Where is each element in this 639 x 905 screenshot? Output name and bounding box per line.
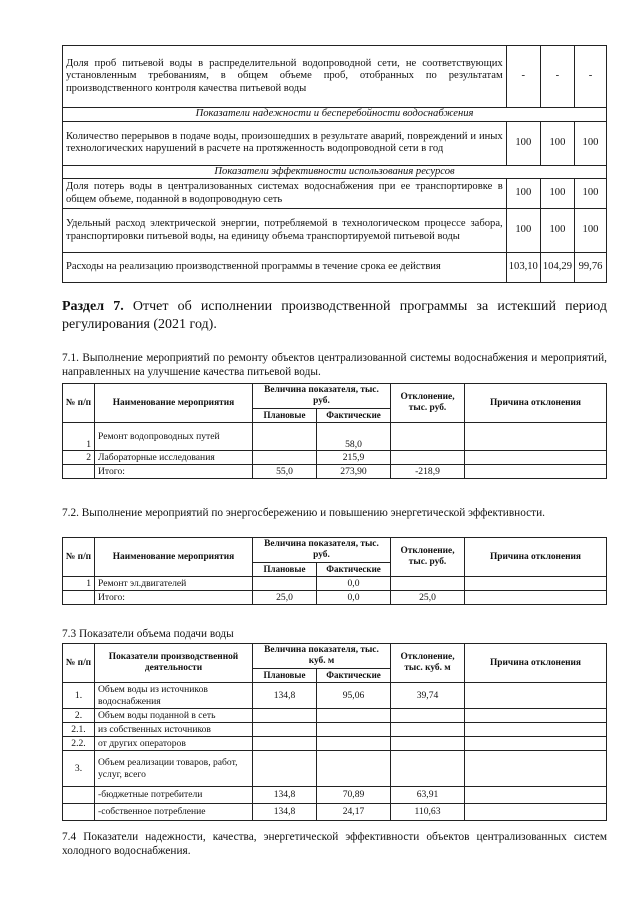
row-fact (317, 751, 391, 787)
row-num: 1 (63, 423, 95, 451)
table-header-row (63, 384, 607, 409)
section-title: Показатели надежности и бесперебойности водоснабжения (63, 108, 607, 122)
table-header-row (63, 538, 607, 563)
row-plan (253, 751, 317, 787)
col-plan-header: Плановые (253, 669, 317, 683)
row-plan (253, 723, 317, 737)
table-header-row (63, 644, 607, 669)
energy-measures-table (62, 537, 607, 605)
col-name-header: Показатели производственной деятельности (95, 644, 253, 683)
col-deviation-header: Отклонение, тыс. руб. (391, 384, 465, 423)
section-7-label: Раздел 7. (62, 299, 124, 314)
row-fact (317, 737, 391, 751)
row-fact: 24,17 (317, 804, 391, 821)
row-reason (465, 723, 607, 737)
row-deviation (391, 709, 465, 723)
row-reason (465, 423, 607, 451)
col-num-header: № п/п (63, 644, 95, 683)
section-7-text: Отчет об исполнении производственной программы за истекший период регулирования (2021 год). (62, 299, 608, 332)
section-7-heading (62, 298, 607, 334)
table-row (63, 787, 607, 804)
row-num (63, 591, 95, 605)
section-title: Показатели эффективности использования ресурсов (63, 165, 607, 179)
col-deviation-header: Отклонение, тыс. руб. (391, 538, 465, 577)
col-plan-header: Плановые (253, 563, 317, 577)
col-reason-header: Причина отклонения (465, 384, 607, 423)
row-num: 2. (63, 709, 95, 723)
section-row (63, 165, 607, 179)
row-fact: 0,0 (317, 577, 391, 591)
col-reason-header: Причина отклонения (465, 538, 607, 577)
table-row (63, 253, 607, 283)
row-fact: 215,9 (317, 451, 391, 465)
indicator-value: 100 (506, 121, 540, 165)
row-fact: 95,06 (317, 683, 391, 709)
col-fact-header: Фактические (317, 669, 391, 683)
row-num: 2.2. (63, 737, 95, 751)
subsection-7-1-heading: 7.1. Выполнение мероприятий по ремонту объектов централизованной системы водоснабжения и мероприятий, направленных на улучшение качества питьевой воды. (62, 352, 607, 378)
indicator-text: Доля проб питьевой воды в распределительной водопроводной сети, не соответствующих установленным требованиям, в общем объеме проб, отобранных по результатам производственного контроля качества питьевой воды (63, 46, 507, 108)
col-reason-header: Причина отклонения (465, 644, 607, 683)
row-deviation (391, 723, 465, 737)
indicator-value: 100 (575, 179, 607, 209)
row-plan: 134,8 (253, 787, 317, 804)
table-row (63, 737, 607, 751)
col-fact-header: Фактические (317, 409, 391, 423)
indicator-value: 100 (540, 121, 574, 165)
table-total-row (63, 465, 607, 479)
subsection-7-2-heading: 7.2. Выполнение мероприятий по энергосбережению и повышению энергетической эффективности. (62, 507, 545, 519)
table-row (63, 751, 607, 787)
row-deviation: 110,63 (391, 804, 465, 821)
row-deviation: 25,0 (391, 591, 465, 605)
row-name: Ремонт водопроводных путей (95, 423, 253, 451)
row-plan: 55,0 (253, 465, 317, 479)
col-name-header: Наименование мероприятия (95, 538, 253, 577)
row-num: 2 (63, 451, 95, 465)
indicator-value: 100 (540, 179, 574, 209)
row-reason (465, 577, 607, 591)
row-num (63, 804, 95, 821)
indicator-text: Количество перерывов в подаче воды, произошедших в результате аварий, повреждений и иных технологических нарушений в расчете на протяженность водопроводной сети в год (63, 121, 507, 165)
table-row (63, 423, 607, 451)
row-reason (465, 737, 607, 751)
row-deviation (391, 737, 465, 751)
col-plan-header: Плановые (253, 409, 317, 423)
col-deviation-header: Отклонение, тыс. куб. м (391, 644, 465, 683)
col-num-header: № п/п (63, 384, 95, 423)
subsection-7-4-heading: 7.4 Показатели надежности, качества, энергетической эффективности объектов централизованных систем холодного водоснабжения. (62, 831, 607, 857)
indicator-value: 100 (506, 209, 540, 253)
row-reason (465, 709, 607, 723)
table-row (63, 209, 607, 253)
row-name: Объем воды из источников водоснабжения (95, 683, 253, 709)
row-plan: 134,8 (253, 683, 317, 709)
row-name: Итого: (95, 465, 253, 479)
row-plan (253, 709, 317, 723)
row-fact: 273,90 (317, 465, 391, 479)
indicator-text: Расходы на реализацию производственной программы в течение срока ее действия (63, 253, 507, 283)
row-reason (465, 451, 607, 465)
table-row (63, 709, 607, 723)
row-fact (317, 709, 391, 723)
row-fact (317, 723, 391, 737)
table-row (63, 804, 607, 821)
row-name: от других операторов (95, 737, 253, 751)
indicator-value: 103,10 (506, 253, 540, 283)
table-row (63, 179, 607, 209)
table-row (63, 46, 607, 108)
indicator-value: - (540, 46, 574, 108)
indicator-value: 100 (540, 209, 574, 253)
row-name: Объем воды поданной в сеть (95, 709, 253, 723)
table-row (63, 577, 607, 591)
row-name: из собственных источников (95, 723, 253, 737)
indicator-value: 100 (575, 121, 607, 165)
row-plan: 25,0 (253, 591, 317, 605)
col-fact-header: Фактические (317, 563, 391, 577)
row-fact: 0,0 (317, 591, 391, 605)
repair-measures-table (62, 383, 607, 479)
row-deviation: 39,74 (391, 683, 465, 709)
row-reason (465, 787, 607, 804)
row-deviation (391, 751, 465, 787)
row-num: 2.1. (63, 723, 95, 737)
row-name: -собственное потребление (95, 804, 253, 821)
indicator-value: 100 (506, 179, 540, 209)
row-reason (465, 804, 607, 821)
indicator-value: 99,76 (575, 253, 607, 283)
row-plan (253, 451, 317, 465)
table-row (63, 451, 607, 465)
row-plan (253, 577, 317, 591)
col-value-header: Величина показателя, тыс. руб. (253, 384, 391, 409)
table-row (63, 723, 607, 737)
indicator-value: - (575, 46, 607, 108)
row-fact: 70,89 (317, 787, 391, 804)
indicator-value: 104,29 (540, 253, 574, 283)
row-reason (465, 683, 607, 709)
table-row (63, 683, 607, 709)
row-num (63, 465, 95, 479)
row-plan (253, 737, 317, 751)
col-num-header: № п/п (63, 538, 95, 577)
indicator-text: Удельный расход электрической энергии, потребляемой в технологическом процессе забора, транспортировки питьевой воды, на единицу объема транспортируемой питьевой воды (63, 209, 507, 253)
table-row (63, 121, 607, 165)
row-name: Итого: (95, 591, 253, 605)
col-value-header: Величина показателя, тыс. куб. м (253, 644, 391, 669)
row-name: Лабораторные исследования (95, 451, 253, 465)
row-plan: 134,8 (253, 804, 317, 821)
row-deviation: -218,9 (391, 465, 465, 479)
indicator-value: - (506, 46, 540, 108)
row-name: Ремонт эл.двигателей (95, 577, 253, 591)
row-name: Объем реализации товаров, работ, услуг, всего (95, 751, 253, 787)
row-name: -бюджетные потребители (95, 787, 253, 804)
section-row (63, 108, 607, 122)
subsection-7-3-heading: 7.3 Показатели объема подачи воды (62, 628, 234, 640)
indicator-value: 100 (575, 209, 607, 253)
water-supply-volume-table (62, 643, 607, 821)
indicators-table (62, 45, 607, 283)
row-fact: 58,0 (317, 423, 391, 451)
table-total-row (63, 591, 607, 605)
row-deviation (391, 577, 465, 591)
row-reason (465, 751, 607, 787)
row-num: 1. (63, 683, 95, 709)
row-reason (465, 591, 607, 605)
row-num (63, 787, 95, 804)
indicator-text: Доля потерь воды в централизованных системах водоснабжения при ее транспортировке в общем объеме, поданной в водопроводную сеть (63, 179, 507, 209)
row-num: 1 (63, 577, 95, 591)
row-deviation (391, 451, 465, 465)
row-num: 3. (63, 751, 95, 787)
col-value-header: Величина показателя, тыс. руб. (253, 538, 391, 563)
row-deviation (391, 423, 465, 451)
row-reason (465, 465, 607, 479)
col-name-header: Наименование мероприятия (95, 384, 253, 423)
row-plan (253, 423, 317, 451)
row-deviation: 63,91 (391, 787, 465, 804)
